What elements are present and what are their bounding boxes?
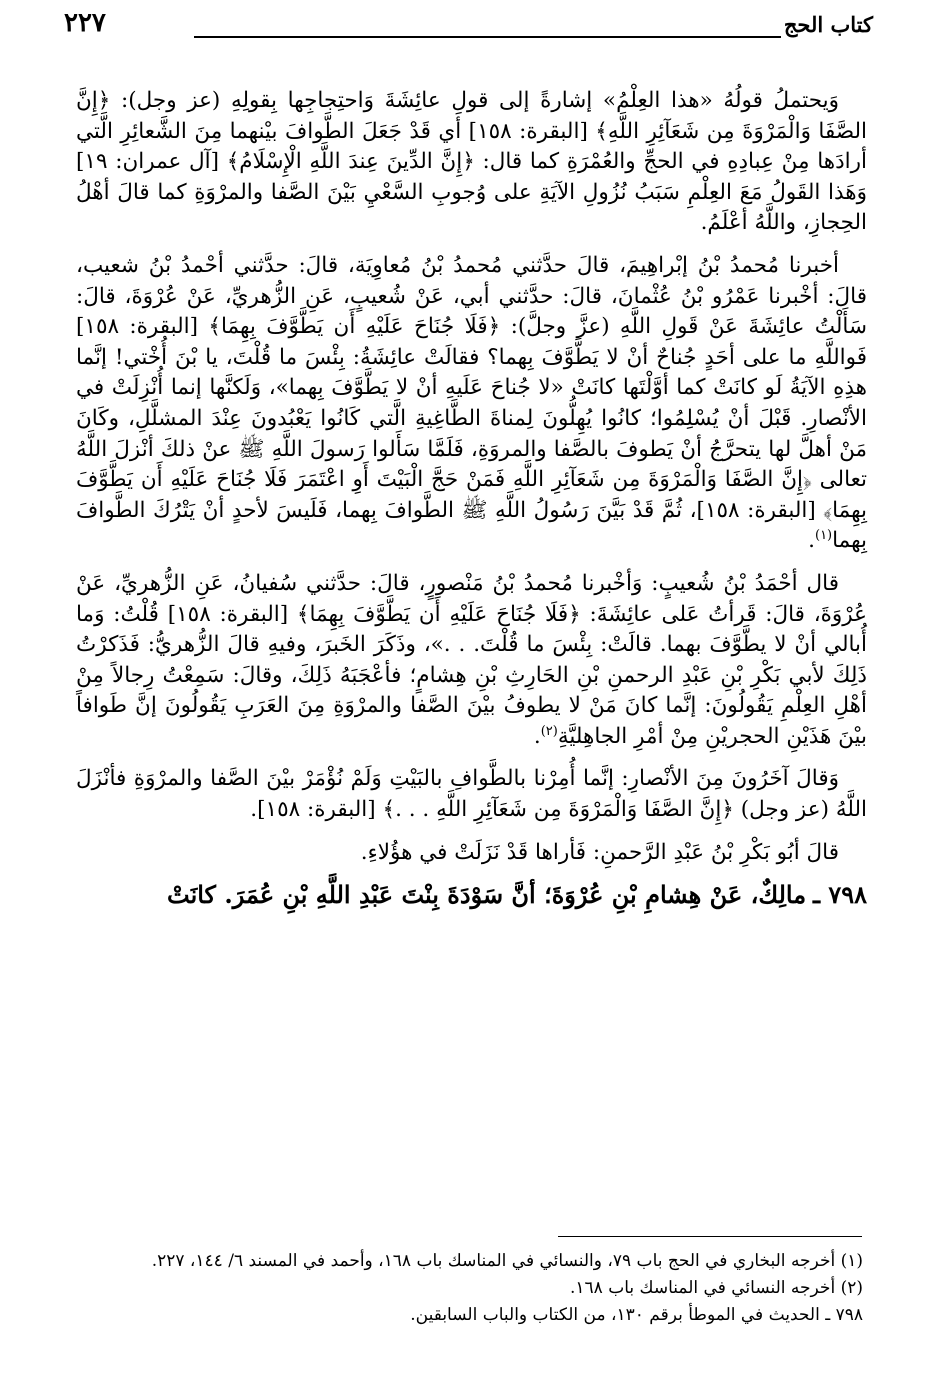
paragraph-second-narration: قال أحْمَدُ بْنُ شُعيبٍ: وَأخْبرنا مُحمدُ بْنُ مَنْصورٍ، قالَ: حدَّثني سُفيانُ، عَنِ الزُّهريِّ، عَنْ عُرْوَةَ، قالَ: قَرأتُ عَلى عائِشَةَ: ﴿فَلَا جُنَاحَ عَلَيْهِ أَن يَطَّوَّفَ بِهِمَا﴾ [البقرة: ١٥٨] قُلْتُ: وَما أُبالي أنْ لا يطَّوَّفَ بهما. قالَتْ: بِئْسَ ما قُلْتَ. . .»، وذَكَرَ الخَبرَ، وفيهِ قالَ الزُّهريُّ: فَذَكرْتُ ذَلِكَ لأبي بَكْرِ بْنِ عَبْدِ الرحمنِ بْنِ الحَارِثِ بْنِ هِشامٍ؛ فأعْجَبَهُ ذَلِكَ، وقالَ: سَمِعْتُ رِجالاً مِنْ أهْلِ العِلْمِ يَقُولُونَ: إنَّما كانَ مَنْ لا يطوفُ بيْنَ الصَّفا والمرْوَةِ مِنَ العَرَبِ يَقُولُونَ إنَّ طَوافاً بيْنَ هَذَيْنِ الحجريْنِ مِنْ أمْرِ الجاهِليَّةِ$^{(٢)}$.	[76, 570, 867, 749]
paragraph-ansar	[76, 764, 867, 825]
page-header	[64, 8, 873, 46]
paragraph-abu-bakr	[76, 838, 867, 869]
header-rule	[194, 36, 781, 38]
footnote-3: ٧٩٨ ـ الحديث في الموطأ برقم ١٣٠، من الكتاب والباب السابقين.	[410, 1305, 863, 1325]
footnotes	[70, 1248, 863, 1329]
main-text	[76, 86, 867, 925]
footnote-ref[interactable]: (٢)	[540, 723, 558, 739]
paragraph-text: قال أحْمَدُ بْنُ شُعيبٍ: وَأخْبرنا مُحمدُ بْنُ مَنْصورٍ، قالَ: حدَّثني سُفيانُ، عَنِ الزُّهريِّ، عَنْ عُرْوَةَ، قالَ: قَرأتُ عَلى عائِشَةَ: ﴿فَلَا جُنَاحَ عَلَيْهِ أَن يَطَّوَّفَ بِهِمَا﴾ [البقرة: ١٥٨] قُلْتُ: وَما أُبالي أنْ لا يطَّوَّفَ بهما. قالَتْ: بِئْسَ ما قُلْتَ. . .»، وذَكَرَ الخَبرَ، وفيهِ قالَ الزُّهريُّ: فَذَكرْتُ ذَلِكَ لأبي بَكْرِ بْنِ عَبْدِ الرحمنِ بْنِ الحَارِثِ بْنِ هِشامٍ؛ فأعْجَبَهُ ذَلِكَ، وقالَ: سَمِعْتُ رِجالاً مِنْ أهْلِ العِلْمِ يَقُولُونَ: إنَّما كانَ مَنْ لا يطوفُ بيْنَ الصَّفا والمرْوَةِ مِنَ العَرَبِ يَقُولُونَ إنَّ طَوافاً بيْنَ هَذَيْنِ الحجريْنِ مِنْ أمْرِ الجاهِليَّةِ	[76, 570, 867, 749]
footnote-1: (١) أخرجه البخاري في الحج باب ٧٩، والنسائي في المناسك باب ١٦٨، وأحمد في المسند ٦/ ١٤٤، ٢٢٧.	[151, 1251, 863, 1271]
paragraph-text: وَيحتملُ قولُهُ «هذا العِلْمُ» إشارةً إلى قولِ عائِشَةَ وَاحتِجاجِها بِقولِهِ (عز وجل): ﴿إِنَّ الصَّفَا وَالْمَرْوَةَ مِن شَعَآئِرِ اللَّهِ﴾ [البقرة: ١٥٨] أي قَدْ جَعَلَ الطَّوافَ بيْنهما مِنَ الشَّعائِرِ الَّتي أرادَها مِنْ عِبادِهِ في الحجِّ والعُمْرَةِ كما قال: ﴿إِنَّ الدِّينَ عِندَ اللَّهِ الْإِسْلَامُ﴾ [آل عمران: ١٩] وَهَذا القَولُ مَعَ العِلْمِ سَبَبُ نُزُولِ الآيَةِ على وُجوبِ السَّعْيِ بَيْنَ الصَّفا والمرْوَةِ كما قالَ أهْلُ الحِجازِ، واللَّهُ أعْلَمُ.	[76, 88, 868, 236]
hadith-number: ٧٩٨ ـ	[812, 880, 867, 910]
paragraph-text: وَقالَ آخَرُونَ مِنَ الأنْصارِ: إنَّما أُمِرْنا بالطَّوافِ بالبَيْتِ وَلَمْ نُؤْمَرْ بيْنَ الصَّفا والمرْوَةِ فأنْزَلَ اللَّهُ (عز وجل) ﴿إِنَّ الصَّفَا وَالْمَرْوَةَ مِن شَعَآئِرِ اللَّهِ . . .﴾ [البقرة: ١٥٨].	[76, 766, 867, 823]
paragraph-text: أخبرنا مُحمدُ بْنُ إبْراهِيمَ، قالَ حدَّثني مُحمدُ بْنُ مُعاوِيَة، قالَ: حدَّثني أحْمدُ بْنُ شعيب، قالَ: أخْبرنا عَمْرُو بْنُ عُثْمانَ، قالَ: حدَّثني أبي، عَنْ شُعيبٍ، عَنِ الزُّهريِّ، عَنْ عُرْوَةَ، قالَ: سَأَلْتُ عائِشَةَ عَنْ قَولِ اللَّهِ (عزَّ وجلَّ): ﴿فَلَا جُنَاحَ عَلَيْهِ أَن يَطَّوَّفَ بِهِمَا﴾ [البقرة: ١٥٨] فَواللَّهِ ما على أحَدٍ جُناحٌ أنْ لا يَطَّوَّفَ بِهما؟ فقالَتْ عائِشَةُ: بِئْسَ ما قُلْتَ، يا بْنَ أُخْتي! إنَّما هذِهِ الآيَةُ لَو كانَتْ كما أوَّلْتَها كانَتْ «لا جُناحَ عَلَيهِ أنْ لا يَطَّوَّفَ بِهما»، وَلَكنَّها إنما أُنْزِلَتْ في الأنْصارِ. قَبْلَ أنْ يُسْلِمُوا؛ كانُوا يُهِلُّونَ لِمناةَ الطَّاغِيةِ الَّتي كَانُوا يَعْبُدونَ عِنْدَ المشلَّلِ، وكَانَ مَنْ أهلَّ لها يتحرَّجُ أنْ يَطوفَ بالصَّفا والمروَةِ، فَلَمَّا سَأَلوا رَسولَ اللَّهِ ﷺ عنْ ذلكَ أنْزلَ اللَّهُ تعالى ﴿إِنَّ الصَّفَا وَالْمَرْوَةَ مِن شَعَآئِرِ اللَّهِ فَمَنْ حَجَّ الْبَيْتَ أَوِ اعْتَمَرَ فَلَا جُنَاحَ عَلَيْهِ أَن يَطَّوَّفَ بِهِمَا﴾ [البقرة: ١٥٨]، ثُمَّ قَدْ بَيَّنَ رَسُولُ اللَّهِ ﷺ الطَّوافَ بِهما، فَلَيسَ لأحدٍ أنْ يَتْرُكَ الطَّوافَ بِهما	[76, 252, 868, 554]
footnote-rule	[558, 1236, 862, 1237]
paragraph-text: مالِكٌ، عَنْ هِشامِ بْنِ عُرْوَةَ؛ أنَّ سَوْدَةَ بِنْتَ عَبْدِ اللَّهِ بْنِ عُمَرَ. كانَتْ	[167, 880, 807, 910]
paragraph-hadith-798	[76, 880, 867, 913]
paragraph-isnad: أخبرنا مُحمدُ بْنُ إبْراهِيمَ، قالَ حدَّثني مُحمدُ بْنُ مُعاوِيَة، قالَ: حدَّثني أحْمدُ بْنُ شعيب، قالَ: أخْبرنا عَمْرُو بْنُ عُثْمانَ، قالَ: حدَّثني أبي، عَنْ شُعيبٍ، عَنِ الزُّهريِّ، عَنْ عُرْوَةَ، قالَ: سَأَلْتُ عائِشَةَ عَنْ قَولِ اللَّهِ (عزَّ وجلَّ): ﴿فَلَا جُنَاحَ عَلَيْهِ أَن يَطَّوَّفَ بِهِمَا﴾ [البقرة: ١٥٨] فَواللَّهِ ما على أحَدٍ جُناحٌ أنْ لا يَطَّوَّفَ بِهما؟ فقالَتْ عائِشَةُ: بِئْسَ ما قُلْتَ، يا بْنَ أُخْتي! إنَّما هذِهِ الآيَةُ لَو كانَتْ كما أوَّلْتَها كانَتْ «لا جُناحَ عَلَيهِ أنْ لا يَطَّوَّفَ بِهما»، وَلَكنَّها إنما أُنْزِلَتْ في الأنْصارِ. قَبْلَ أنْ يُسْلِمُوا؛ كانُوا يُهِلُّونَ لِمناةَ الطَّاغِيةِ الَّتي كَانُوا يَعْبُدونَ عِنْدَ المشلَّلِ، وكَانَ مَنْ أهلَّ لها يتحرَّجُ أنْ يَطوفَ بالصَّفا والمروَةِ، فَلَمَّا سَأَلوا رَسولَ اللَّهِ ﷺ عنْ ذلكَ أنْزلَ اللَّهُ تعالى ﴿إِنَّ الصَّفَا وَالْمَرْوَةَ مِن شَعَآئِرِ اللَّهِ فَمَنْ حَجَّ الْبَيْتَ أَوِ اعْتَمَرَ فَلَا جُنَاحَ عَلَيْهِ أَن يَطَّوَّفَ بِهِمَا﴾ [البقرة: ١٥٨]، ثُمَّ قَدْ بَيَّنَ رَسُولُ اللَّهِ ﷺ الطَّوافَ بِهما، فَلَيسَ لأحدٍ أنْ يَتْرُكَ الطَّوافَ بِهما$^{(١)}$.	[76, 252, 868, 554]
book-title: كتاب الحج	[783, 12, 873, 37]
page-number: ٢٢٧	[64, 8, 106, 38]
footnote-2: (٢) أخرجه النسائي في المناسك باب ١٦٨.	[570, 1278, 863, 1298]
paragraph-commentary	[76, 86, 867, 239]
footnote-ref[interactable]: (١)	[814, 528, 833, 544]
paragraph-text: قالَ أبُو بَكْرِ بْنُ عَبْدِ الرَّحمنِ: فَأراها قَدْ نَزَلَتْ في هؤُلاءِ.	[360, 839, 839, 865]
